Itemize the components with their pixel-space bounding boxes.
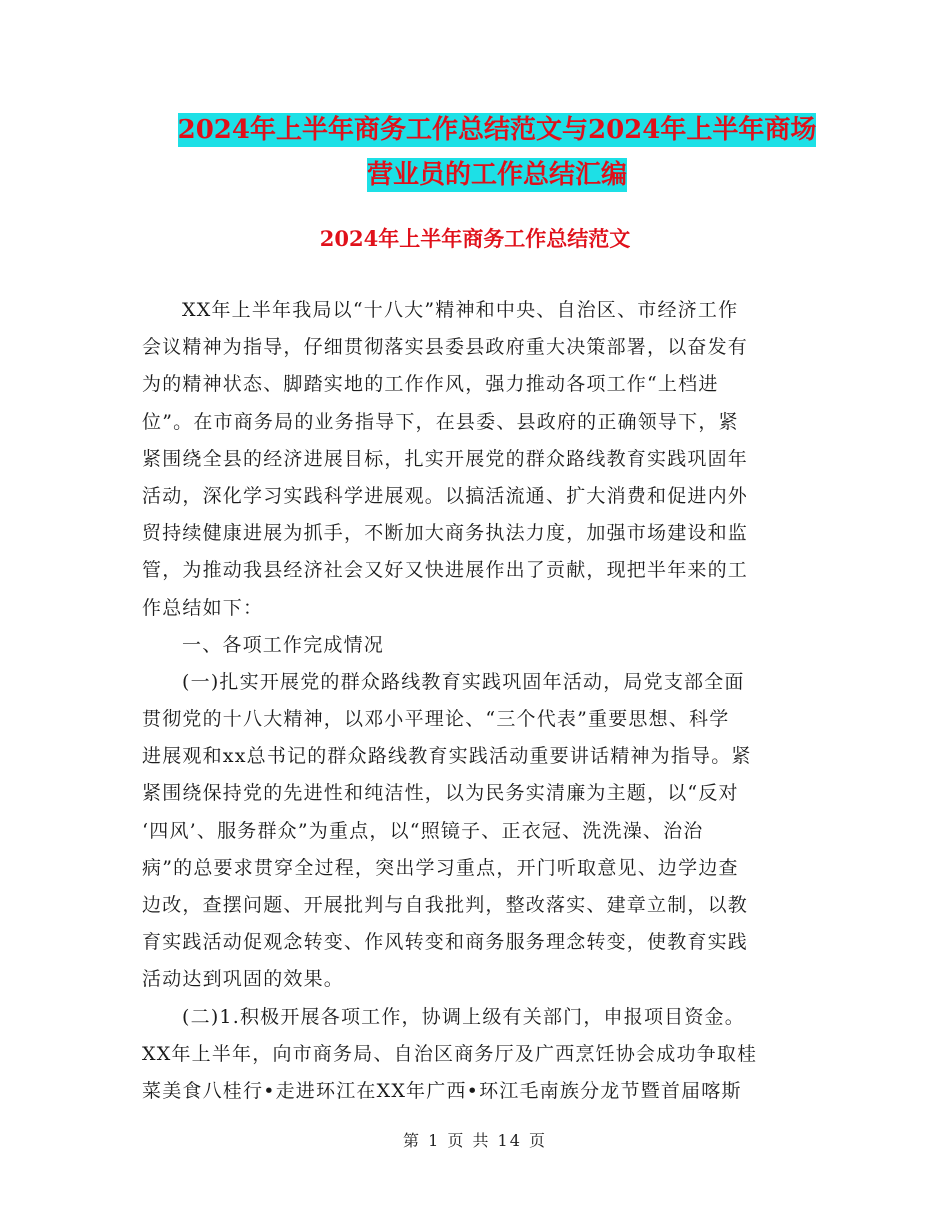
text-line: (一)扎实开展党的群众路线教育实践巩固年活动，局党支部全面 xyxy=(182,670,745,693)
text-line: XX年上半年我局以“十八大”精神和中央、自治区、市经济工作 xyxy=(182,299,739,321)
page-footer: 第 1 页 共 14 页 xyxy=(403,1131,547,1150)
text-line: 位”。在市商务局的业务指导下，在县委、县政府的正确领导下，紧 xyxy=(142,410,739,433)
text-line: 活动，深化学习实践科学进展观。以搞活流通、扩大消费和促进内外 xyxy=(142,484,749,507)
text-line: 会议精神为指导，仔细贯彻落实县委县政府重大决策部署，以奋发有 xyxy=(142,336,749,359)
text-line: ‘四风’、服务群众”为重点，以“照镜子、正衣冠、洗洗澡、治治 xyxy=(142,819,704,842)
text-line: 作总结如下： xyxy=(142,596,264,619)
text-line: XX年上半年，向市商务局、自治区商务厅及广西烹饪协会成功争取桂 xyxy=(142,1042,758,1065)
text-line: (二)1.积极开展各项工作，协调上级有关部门，申报项目资金。 xyxy=(182,1005,745,1028)
text-line: 为的精神状态、脚踏实地的工作作风，强力推动各项工作“上档进 xyxy=(142,373,719,396)
text-line: 紧围绕全县的经济进展目标，扎实开展党的群众路线教育实践巩固年 xyxy=(142,447,749,470)
title-highlight: 2024年上半年商务工作总结范文与2024年上半年商场 xyxy=(177,115,817,145)
text-line: 病”的总要求贯穿全过程，突出学习重点，开门听取意见、边学边查 xyxy=(142,856,739,879)
text-line: 贯彻党的十八大精神，以邓小平理论、“三个代表”重要思想、科学 xyxy=(142,708,730,731)
text-line: 管，为推动我县经济社会又好又快进展作出了贡献，现把半年来的工 xyxy=(142,559,749,582)
section-heading: 一、各项工作完成情况 xyxy=(182,633,385,656)
body-text xyxy=(142,292,807,1110)
document-title-line-1 xyxy=(22,113,950,147)
text-line: 活动达到巩固的效果。 xyxy=(142,968,345,991)
text-line: 贸持续健康进展为抓手，不断加大商务执法力度，加强市场建设和监 xyxy=(142,522,749,545)
text-line: 育实践活动促观念转变、作风转变和商务服务理念转变，使教育实践 xyxy=(142,931,749,954)
text-line: 边改，查摆问题、开展批判与自我批判，整改落实、建章立制，以教 xyxy=(142,894,749,916)
text-line: 紧围绕保持党的先进性和纯洁性，以为民务实清廉为主题，以“反对 xyxy=(142,782,739,805)
document-title-line-2 xyxy=(22,158,950,192)
title-highlight: 营业员的工作总结汇编 xyxy=(366,160,627,190)
text-line: 进展观和xx总书记的群众路线教育实践活动重要讲话精神为指导。紧 xyxy=(142,745,752,768)
section-title: 2024年上半年商务工作总结范文 xyxy=(319,226,631,251)
text-line: 菜美食八桂行•走进环江在XX年广西•环江毛南族分龙节暨首届喀斯 xyxy=(142,1079,742,1102)
